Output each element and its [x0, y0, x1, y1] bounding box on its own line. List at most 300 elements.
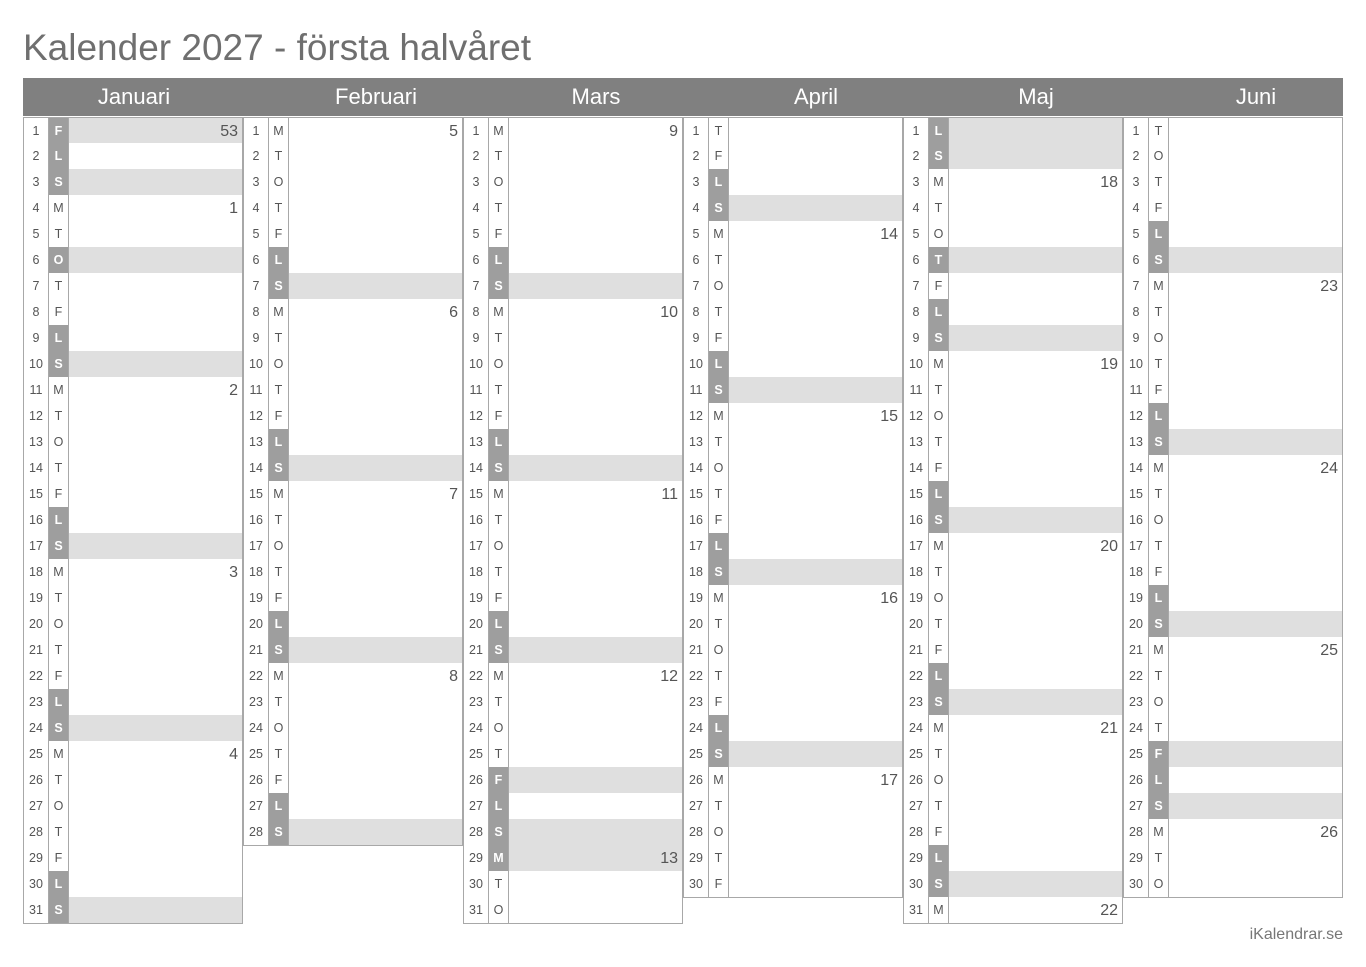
- weekday-letter: F: [269, 585, 289, 612]
- week-number: [729, 325, 903, 352]
- day-number: 21: [243, 637, 269, 664]
- weekday-letter: O: [489, 533, 509, 560]
- day-number: 21: [903, 637, 929, 664]
- weekday-letter: S: [929, 143, 949, 170]
- day-number: 13: [243, 429, 269, 456]
- week-number: [1169, 351, 1343, 378]
- weekday-letter: S: [1149, 611, 1169, 638]
- day-number: 26: [903, 767, 929, 794]
- week-number: [1169, 429, 1343, 456]
- weekday-letter: M: [709, 585, 729, 612]
- week-number: 16: [729, 585, 903, 612]
- weekday-letter: T: [1149, 845, 1169, 872]
- week-number: [509, 637, 683, 664]
- weekday-letter: F: [929, 273, 949, 300]
- day-number: 27: [243, 793, 269, 820]
- week-number: [729, 455, 903, 482]
- weekday-letter: O: [49, 793, 69, 820]
- week-number: [1169, 195, 1343, 222]
- day-number: 16: [23, 507, 49, 534]
- month-name: Maj: [1018, 84, 1054, 109]
- day-number: 18: [243, 559, 269, 586]
- weekday-letter: L: [1149, 585, 1169, 612]
- week-number: [289, 403, 463, 430]
- week-number: [69, 143, 243, 170]
- weekday-letter: S: [49, 169, 69, 196]
- day-number: 11: [243, 377, 269, 404]
- week-number: [949, 611, 1123, 638]
- week-number: [1169, 767, 1343, 794]
- weekday-letter: O: [929, 221, 949, 248]
- weekday-letter: T: [49, 273, 69, 300]
- week-number: [1169, 143, 1343, 170]
- weekday-letter: L: [929, 299, 949, 326]
- week-number: [729, 117, 903, 144]
- week-number: [949, 247, 1123, 274]
- weekday-letter: T: [929, 195, 949, 222]
- week-number: 20: [949, 533, 1123, 560]
- weekday-letter: T: [709, 845, 729, 872]
- weekday-letter: O: [49, 429, 69, 456]
- week-number: [289, 585, 463, 612]
- day-number: 14: [23, 455, 49, 482]
- day-number: 8: [903, 299, 929, 326]
- day-number: 29: [23, 845, 49, 872]
- weekday-letter: T: [1149, 663, 1169, 690]
- day-number: 2: [683, 143, 709, 170]
- week-number: 26: [1169, 819, 1343, 846]
- weekday-letter: O: [1149, 689, 1169, 716]
- week-number: [509, 793, 683, 820]
- day-number: 27: [683, 793, 709, 820]
- day-number: 19: [683, 585, 709, 612]
- day-number: 17: [903, 533, 929, 560]
- day-number: 4: [243, 195, 269, 222]
- week-number: [949, 559, 1123, 586]
- week-number: [509, 325, 683, 352]
- weekday-letter: S: [1149, 429, 1169, 456]
- week-number: [729, 195, 903, 222]
- week-number: [949, 143, 1123, 170]
- day-number: 5: [683, 221, 709, 248]
- day-number: 22: [1123, 663, 1149, 690]
- day-number: 6: [463, 247, 489, 274]
- week-number: [289, 455, 463, 482]
- day-number: 19: [903, 585, 929, 612]
- day-number: 7: [903, 273, 929, 300]
- week-number: [509, 611, 683, 638]
- weekday-letter: O: [269, 351, 289, 378]
- week-number: [729, 819, 903, 846]
- weekday-letter: F: [709, 507, 729, 534]
- day-number: 15: [903, 481, 929, 508]
- day-number: 8: [463, 299, 489, 326]
- weekday-letter: T: [489, 143, 509, 170]
- weekday-letter: F: [49, 481, 69, 508]
- week-number: [69, 299, 243, 326]
- day-number: 22: [23, 663, 49, 690]
- week-number: [949, 117, 1123, 144]
- day-number: 8: [1123, 299, 1149, 326]
- day-number: 20: [683, 611, 709, 638]
- week-number: [949, 663, 1123, 690]
- weekday-letter: T: [49, 403, 69, 430]
- week-number: [289, 793, 463, 820]
- weekday-letter: S: [269, 273, 289, 300]
- week-number: [1169, 741, 1343, 768]
- week-number: [729, 247, 903, 274]
- week-number: [949, 871, 1123, 898]
- weekday-letter: L: [49, 143, 69, 170]
- weekday-letter: M: [269, 299, 289, 326]
- weekday-letter: O: [489, 715, 509, 742]
- week-number: [509, 195, 683, 222]
- footer-brand: iKalendrar.se: [1249, 926, 1343, 943]
- weekday-letter: S: [489, 455, 509, 482]
- day-number: 27: [463, 793, 489, 820]
- day-number: 26: [683, 767, 709, 794]
- week-number: [729, 715, 903, 742]
- day-number: 25: [1123, 741, 1149, 768]
- weekday-letter: T: [709, 429, 729, 456]
- week-number: [509, 585, 683, 612]
- weekday-letter: O: [929, 403, 949, 430]
- weekday-letter: L: [709, 533, 729, 560]
- weekday-letter: M: [269, 663, 289, 690]
- week-number: [509, 507, 683, 534]
- week-number: [509, 767, 683, 794]
- weekday-letter: S: [1149, 247, 1169, 274]
- week-number: [729, 845, 903, 872]
- day-number: 11: [463, 377, 489, 404]
- week-number: [729, 559, 903, 586]
- day-number: 3: [463, 169, 489, 196]
- week-number: 6: [289, 299, 463, 326]
- weekday-letter: M: [49, 377, 69, 404]
- weekday-letter: L: [489, 247, 509, 274]
- day-number: 11: [1123, 377, 1149, 404]
- week-number: [949, 221, 1123, 248]
- week-number: [69, 715, 243, 742]
- week-number: [509, 429, 683, 456]
- week-number: [1169, 559, 1343, 586]
- weekday-letter: F: [489, 221, 509, 248]
- weekday-letter: M: [489, 117, 509, 144]
- week-number: [949, 689, 1123, 716]
- week-number: [1169, 871, 1343, 898]
- day-number: 7: [463, 273, 489, 300]
- weekday-letter: T: [269, 325, 289, 352]
- day-number: 28: [243, 819, 269, 846]
- week-number: 24: [1169, 455, 1343, 482]
- day-number: 4: [683, 195, 709, 222]
- weekday-letter: O: [929, 585, 949, 612]
- day-number: 30: [683, 871, 709, 898]
- weekday-letter: T: [269, 195, 289, 222]
- day-number: 12: [903, 403, 929, 430]
- week-number: [949, 377, 1123, 404]
- weekday-letter: S: [489, 273, 509, 300]
- day-number: 1: [23, 117, 49, 144]
- day-number: 5: [903, 221, 929, 248]
- week-number: 22: [949, 897, 1123, 924]
- week-number: [949, 767, 1123, 794]
- weekday-letter: F: [929, 455, 949, 482]
- day-number: 22: [463, 663, 489, 690]
- week-number: [1169, 715, 1343, 742]
- day-number: 13: [463, 429, 489, 456]
- weekday-letter: T: [1149, 715, 1169, 742]
- day-number: 30: [1123, 871, 1149, 898]
- day-number: 12: [463, 403, 489, 430]
- day-number: 14: [463, 455, 489, 482]
- weekday-letter: M: [49, 559, 69, 586]
- day-number: 23: [683, 689, 709, 716]
- weekday-letter: O: [1149, 871, 1169, 898]
- day-number: 24: [243, 715, 269, 742]
- week-number: [509, 689, 683, 716]
- week-number: [69, 637, 243, 664]
- week-number: [69, 507, 243, 534]
- weekday-letter: T: [929, 611, 949, 638]
- week-number: [949, 481, 1123, 508]
- weekday-letter: L: [269, 247, 289, 274]
- day-number: 9: [23, 325, 49, 352]
- weekday-letter: T: [709, 611, 729, 638]
- week-number: [949, 273, 1123, 300]
- weekday-letter: F: [489, 585, 509, 612]
- week-number: 7: [289, 481, 463, 508]
- weekday-letter: M: [489, 663, 509, 690]
- weekday-letter: L: [49, 871, 69, 898]
- weekday-letter: T: [929, 793, 949, 820]
- week-number: [289, 351, 463, 378]
- day-number: 25: [903, 741, 929, 768]
- day-number: 3: [903, 169, 929, 196]
- week-number: [949, 195, 1123, 222]
- weekday-letter: T: [1149, 533, 1169, 560]
- day-number: 24: [463, 715, 489, 742]
- day-number: 2: [463, 143, 489, 170]
- weekday-letter: T: [49, 819, 69, 846]
- week-number: [289, 169, 463, 196]
- weekday-letter: L: [1149, 767, 1169, 794]
- day-number: 20: [243, 611, 269, 638]
- weekday-letter: T: [269, 689, 289, 716]
- weekday-letter: T: [929, 247, 949, 274]
- day-number: 2: [243, 143, 269, 170]
- week-number: [289, 715, 463, 742]
- weekday-letter: S: [709, 195, 729, 222]
- week-number: [949, 299, 1123, 326]
- day-number: 17: [463, 533, 489, 560]
- weekday-letter: M: [709, 767, 729, 794]
- day-number: 10: [243, 351, 269, 378]
- weekday-letter: T: [49, 585, 69, 612]
- weekday-letter: T: [929, 559, 949, 586]
- day-number: 14: [243, 455, 269, 482]
- week-number: 10: [509, 299, 683, 326]
- weekday-letter: S: [489, 637, 509, 664]
- weekday-letter: M: [1149, 455, 1169, 482]
- weekday-letter: F: [709, 689, 729, 716]
- week-number: [509, 221, 683, 248]
- day-number: 22: [903, 663, 929, 690]
- weekday-letter: M: [489, 299, 509, 326]
- page-title: Kalender 2027 - första halvåret: [23, 27, 532, 68]
- week-number: 3: [69, 559, 243, 586]
- day-number: 21: [463, 637, 489, 664]
- weekday-letter: S: [1149, 793, 1169, 820]
- week-number: [729, 481, 903, 508]
- weekday-letter: T: [1149, 169, 1169, 196]
- weekday-letter: T: [269, 741, 289, 768]
- day-number: 16: [683, 507, 709, 534]
- weekday-letter: S: [49, 897, 69, 924]
- week-number: [949, 455, 1123, 482]
- day-number: 10: [1123, 351, 1149, 378]
- day-number: 8: [683, 299, 709, 326]
- weekday-letter: M: [49, 195, 69, 222]
- day-number: 23: [243, 689, 269, 716]
- day-number: 27: [903, 793, 929, 820]
- weekday-letter: M: [269, 481, 289, 508]
- day-number: 21: [23, 637, 49, 664]
- week-number: 19: [949, 351, 1123, 378]
- week-number: [289, 533, 463, 560]
- weekday-letter: T: [49, 221, 69, 248]
- week-number: [289, 325, 463, 352]
- day-number: 26: [463, 767, 489, 794]
- weekday-letter: L: [269, 793, 289, 820]
- day-number: 14: [903, 455, 929, 482]
- week-number: [949, 793, 1123, 820]
- day-number: 5: [243, 221, 269, 248]
- weekday-letter: L: [929, 481, 949, 508]
- day-number: 26: [243, 767, 269, 794]
- weekday-letter: M: [929, 351, 949, 378]
- weekday-letter: M: [1149, 273, 1169, 300]
- weekday-letter: T: [49, 455, 69, 482]
- month-name: April: [793, 84, 838, 109]
- day-number: 23: [23, 689, 49, 716]
- day-number: 29: [903, 845, 929, 872]
- weekday-letter: L: [49, 689, 69, 716]
- week-number: [1169, 481, 1343, 508]
- weekday-letter: O: [489, 351, 509, 378]
- weekday-letter: T: [489, 871, 509, 898]
- weekday-letter: S: [929, 507, 949, 534]
- weekday-letter: O: [1149, 325, 1169, 352]
- week-number: 17: [729, 767, 903, 794]
- weekday-letter: F: [929, 637, 949, 664]
- week-number: [509, 741, 683, 768]
- weekday-letter: S: [49, 351, 69, 378]
- day-number: 15: [683, 481, 709, 508]
- week-number: [949, 741, 1123, 768]
- week-number: [1169, 377, 1343, 404]
- day-number: 22: [683, 663, 709, 690]
- day-number: 20: [903, 611, 929, 638]
- weekday-letter: M: [709, 221, 729, 248]
- week-number: [69, 845, 243, 872]
- weekday-letter: F: [489, 767, 509, 794]
- weekday-letter: S: [709, 377, 729, 404]
- day-number: 16: [1123, 507, 1149, 534]
- day-number: 12: [243, 403, 269, 430]
- weekday-letter: L: [269, 429, 289, 456]
- day-number: 2: [23, 143, 49, 170]
- day-number: 16: [463, 507, 489, 534]
- week-number: [69, 871, 243, 898]
- day-number: 30: [463, 871, 489, 898]
- week-number: [729, 169, 903, 196]
- weekday-letter: O: [1149, 143, 1169, 170]
- weekday-letter: T: [489, 559, 509, 586]
- day-number: 2: [1123, 143, 1149, 170]
- week-number: [1169, 403, 1343, 430]
- week-number: [1169, 845, 1343, 872]
- week-number: 13: [509, 845, 683, 872]
- weekday-letter: S: [929, 871, 949, 898]
- day-number: 28: [463, 819, 489, 846]
- week-number: [289, 377, 463, 404]
- week-number: [949, 403, 1123, 430]
- weekday-letter: O: [929, 767, 949, 794]
- day-number: 18: [1123, 559, 1149, 586]
- weekday-letter: F: [269, 403, 289, 430]
- day-number: 18: [463, 559, 489, 586]
- day-number: 5: [23, 221, 49, 248]
- week-number: [729, 507, 903, 534]
- week-number: [509, 455, 683, 482]
- weekday-letter: O: [709, 273, 729, 300]
- month-name: Januari: [97, 84, 171, 109]
- day-number: 3: [1123, 169, 1149, 196]
- day-number: 13: [23, 429, 49, 456]
- week-number: [69, 533, 243, 560]
- weekday-letter: F: [489, 403, 509, 430]
- week-number: [69, 221, 243, 248]
- weekday-letter: F: [709, 143, 729, 170]
- week-number: 5: [289, 117, 463, 144]
- day-number: 22: [243, 663, 269, 690]
- week-number: [289, 273, 463, 300]
- day-number: 15: [23, 481, 49, 508]
- weekday-letter: L: [1149, 403, 1169, 430]
- week-number: [729, 663, 903, 690]
- week-number: [69, 403, 243, 430]
- weekday-letter: S: [929, 325, 949, 352]
- day-number: 28: [683, 819, 709, 846]
- weekday-letter: T: [929, 429, 949, 456]
- day-number: 5: [463, 221, 489, 248]
- week-number: [69, 663, 243, 690]
- weekday-letter: L: [489, 429, 509, 456]
- week-number: [1169, 221, 1343, 248]
- week-number: [509, 897, 683, 924]
- day-number: 19: [1123, 585, 1149, 612]
- day-number: 10: [463, 351, 489, 378]
- week-number: [509, 819, 683, 846]
- weekday-letter: F: [49, 845, 69, 872]
- week-number: [69, 481, 243, 508]
- week-number: [729, 351, 903, 378]
- weekday-letter: F: [49, 117, 69, 144]
- weekday-letter: M: [929, 533, 949, 560]
- day-number: 6: [243, 247, 269, 274]
- day-number: 6: [683, 247, 709, 274]
